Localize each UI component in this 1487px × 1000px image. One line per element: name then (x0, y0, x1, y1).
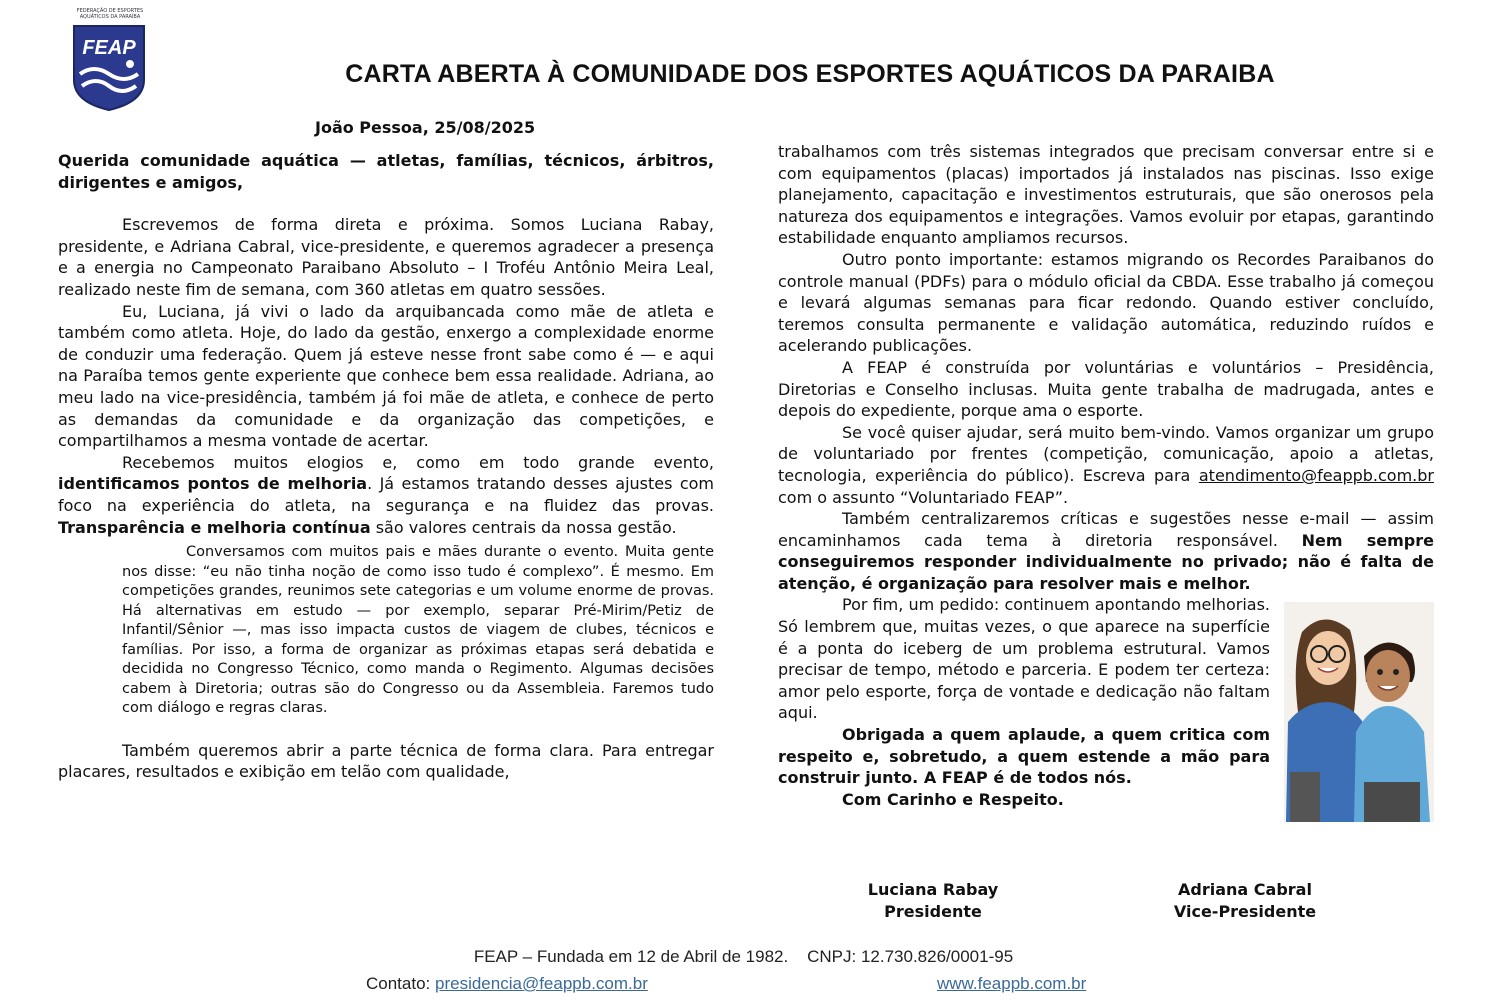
letter-title: CARTA ABERTA À COMUNIDADE DOS ESPORTES AQUÁTICOS DA PARAIBA (345, 60, 1275, 88)
footer-contact (366, 974, 648, 994)
greeting: Querida comunidade aquática — atletas, famílias, técnicos, árbitros, dirigentes e amigos, (58, 151, 714, 192)
paragraph-improvements (58, 452, 714, 538)
signature-vice-president (1150, 879, 1340, 923)
left-column (58, 150, 714, 783)
footer-website (937, 974, 1086, 994)
signature-name: Luciana Rabay (867, 880, 999, 899)
paragraph-feedback (778, 508, 1434, 594)
paragraph-systems: trabalhamos com três sistemas integrados que precisam conversar entre si e com equipamentos (placas) importados já instalados nas piscinas. Isso exige planejamento, capacitação e investimentos estruturais, que são onerosos pela natureza dos equipamentos e integrações. Vamos evoluir por etapas, garantindo estabilidade enquanto ampliamos recursos. (778, 142, 1434, 248)
bold-text: Nem sempre conseguiremos responder individualmente no privado; não é falta de atenção, é organização para resolver mais e melhor. (778, 530, 1434, 593)
right-column (778, 141, 1434, 826)
two-women-illustration-icon (1284, 602, 1434, 822)
paragraph-luciana: Eu, Luciana, já vivi o lado da arquibancada como mãe de atleta e também como atleta. Hoje, do lado da gestão, enxergo a complexidade enorme de conduzir uma federação. Quem já esteve nesse front sabe como é — e aqui na Paraíba temos gente experiente que conhece bem essa realidade. Adriana, ao meu lado na vice-presidência, também já foi mãe de atleta, e conhece de perto as demandas da comunidade e da organização das competições, e compartilhamos a mesma vontade de acertar. (58, 301, 714, 451)
text-span: Se você quiser ajudar, será muito bem-vindo. Vamos organizar um grupo de voluntariado por frentes (competição, comunicação, apoio a atletas, tecnologia, experiência do público). Escreva para (778, 422, 1434, 485)
text-span: . Já estamos tratando desses ajustes com foco na experiência do atleta, na segurança e na fluidez das provas. (58, 474, 714, 515)
bold-text: Transparência e melhoria contínua (58, 517, 371, 537)
presidents-illustration (1284, 602, 1434, 822)
contact-label: Contato: (366, 974, 435, 993)
paragraph-intro: Escrevemos de forma direta e próxima. Somos Luciana Rabay, presidente, e Adriana Cabral, vice-presidente, e queremos agradecer a presença e a energia no Campeonato Paraibano Absoluto – I Troféu Antônio Meira Leal, realizado neste fim de semana, com 360 atletas em quatro sessões. (58, 215, 714, 299)
quote-text: Conversamos com muitos pais e mães durante o evento. Muita gente nos disse: “eu não tinha noção de como isso tudo é complexo”. É mesmo. Em competições grandes, reunimos sete categorias e um volume enorme de provas. Há alternativas em estudo — por exemplo, separar Pré-Mirim/Petiz de Infantil/Sênior —, mas isso impacta custos de viagem de clubes, técnicos e famílias. Por isso, a forma de organizar as próximas etapas será debatida e decidida no Congresso Técnico, como manda o Regimento. Algumas decisões cabem à Diretoria; outras são do Congresso ou da Assembleia. Faremos tudo com diálogo e regras claras. (122, 544, 714, 717)
signature-name: Adriana Cabral (1178, 880, 1312, 899)
paragraph-technical: Também queremos abrir a parte técnica de forma clara. Para entregar placares, resultados e exibição em telão com qualidade, (58, 740, 714, 782)
volunteer-email-link[interactable]: atendimento@feappb.com.br (1198, 465, 1434, 485)
text-span: são valores centrais da nossa gestão. (370, 517, 677, 537)
feap-logo (70, 8, 150, 112)
text-span: com o assunto “Voluntariado FEAP”. (778, 487, 1069, 507)
text-span: Também centralizaremos críticas e sugestões nesse e-mail — assim encaminhamos cada tema à diretoria responsável. (778, 509, 1434, 550)
logo-caption: FEDERAÇÃO DE ESPORTES AQUÁTICOS DA PARAÍBA (76, 8, 144, 20)
contact-email-link[interactable]: presidencia@feappb.com.br (435, 974, 648, 993)
bold-text: identificamos pontos de melhoria (58, 474, 368, 494)
closing: Com Carinho e Respeito. (842, 789, 1064, 809)
signature-president (848, 879, 1018, 923)
feap-shield-icon (72, 24, 146, 112)
paragraph-help (778, 422, 1434, 508)
signature-role: Presidente (884, 902, 982, 921)
paragraph-volunteers: A FEAP é construída por voluntárias e voluntários – Presidência, Diretorias e Conselho inclusas. Muita gente trabalha de madrugada, antes e depois do expediente, porque ama o esporte. (778, 357, 1434, 421)
paragraph-thanks: Obrigada a quem aplaude, a quem critica com respeito e, sobretudo, a quem estende a mão para construir junto. A FEAP é de todos nós. (778, 725, 1270, 788)
website-link[interactable]: www.feappb.com.br (937, 974, 1087, 993)
footer-founding-info: FEAP – Fundada em 12 de Abril de 1982. CNPJ: 12.730.826/0001-95 (473, 947, 1014, 966)
paragraph-request: Por fim, um pedido: continuem apontando melhorias. Só lembrem que, muitas vezes, o que aparece na superfície é a ponta do iceberg de um problema estrutural. Vamos precisar de tempo, método e parceria. E podem ter certeza: amor pelo esporte, força de vontade e dedicação não faltam aqui. (778, 595, 1270, 723)
letter-date: João Pessoa, 25/08/2025 (315, 118, 536, 137)
quote-block (122, 543, 714, 719)
signature-role: Vice-Presidente (1173, 902, 1317, 921)
logo-text: FEAP (82, 37, 136, 59)
text-span: Recebemos muitos elogios e, como em todo grande evento, (122, 452, 714, 472)
paragraph-records: Outro ponto importante: estamos migrando os Recordes Paraibanos do controle manual (PDFs) para o módulo oficial da CBDA. Esse trabalho já começou e levará algumas semanas para ficar redondo. Quando estiver concluído, teremos consulta permanente e validação automática, reduzindo ruídos e acelerando publicações. (778, 249, 1434, 356)
